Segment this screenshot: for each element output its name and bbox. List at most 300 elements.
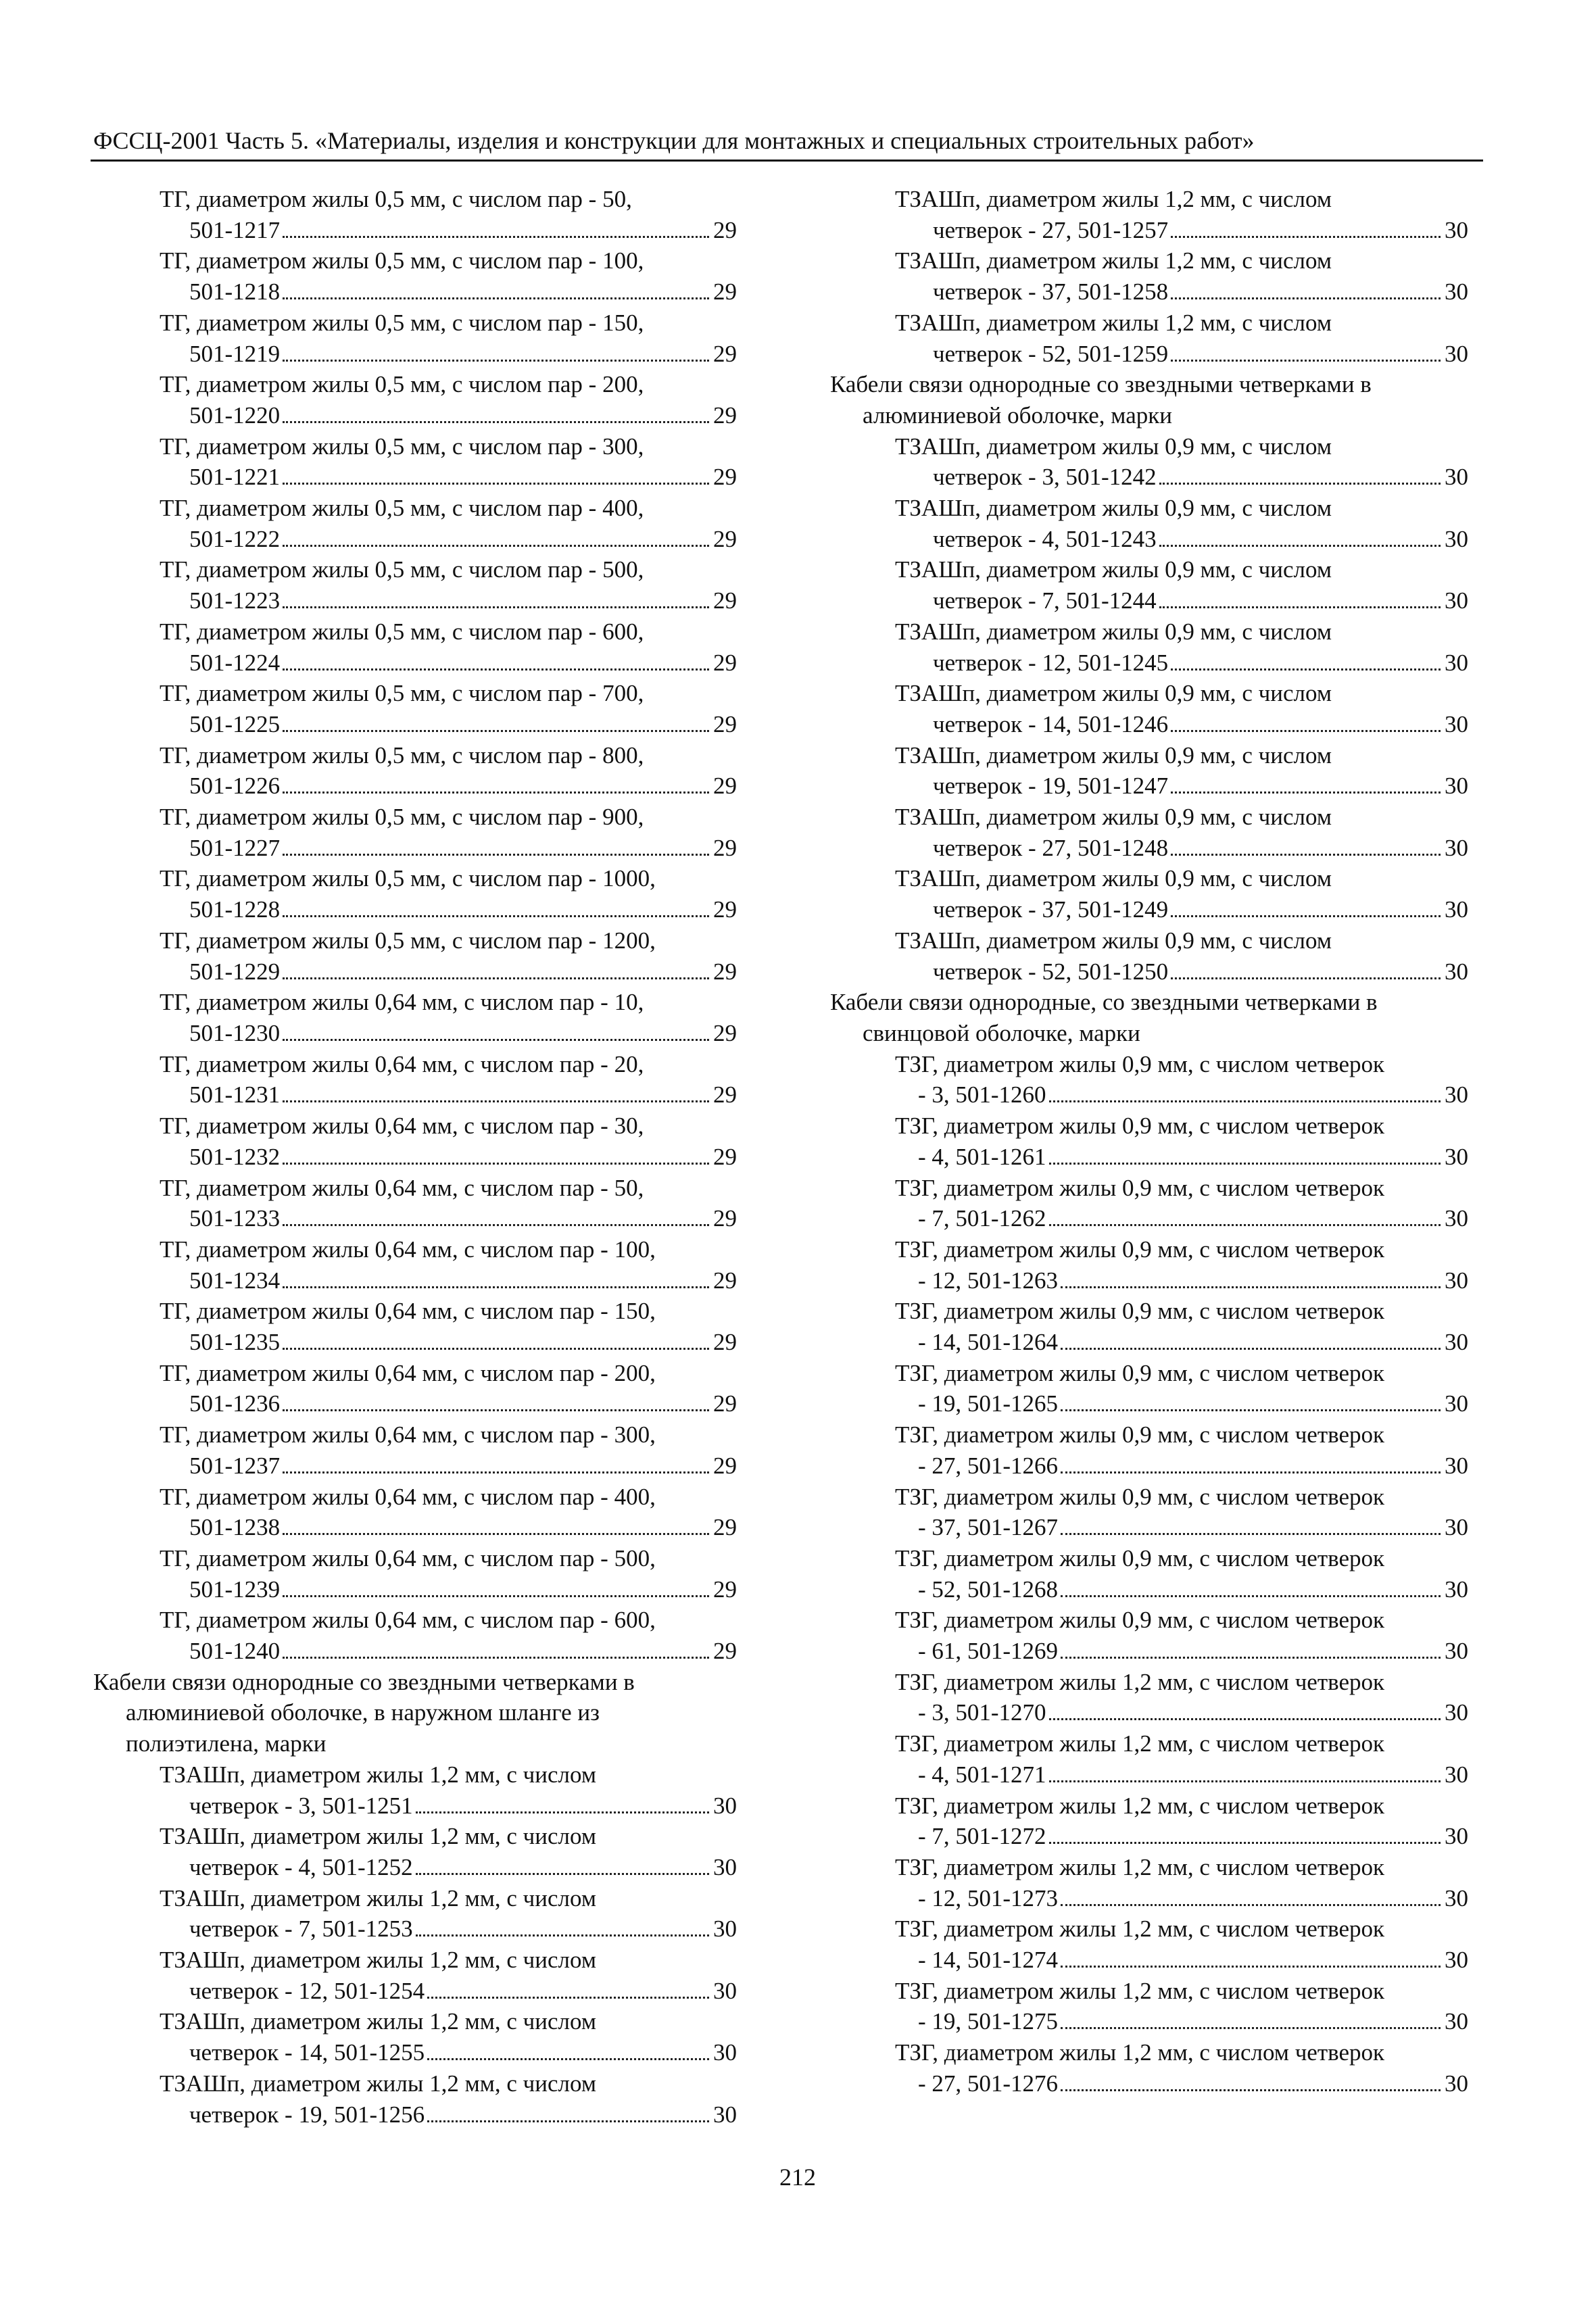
dot-leader [283,730,709,732]
entry-title: ТГ, диаметром жилы 0,64 мм, с числом пар - 30, [160,1113,644,1140]
index-entry [93,678,742,739]
entry-code-row [918,1327,1468,1358]
entry-code-row [918,1451,1468,1482]
entry-title: ТЗГ, диаметром жилы 1,2 мм, с числом четверок [895,1792,1384,1819]
entry-code-row [933,276,1468,308]
entry-code: 501-1230 [189,1019,281,1046]
entry-code-row [933,585,1468,616]
entry-page-number: 29 [713,1514,737,1541]
entry-code-row [189,215,737,246]
index-entry [93,1173,742,1234]
index-entry [93,493,742,554]
dot-leader [283,1039,709,1041]
index-entry [830,616,1479,678]
dot-leader [1061,1286,1441,1288]
dot-leader [1171,668,1441,671]
index-entry [93,184,742,245]
entry-title: ТГ, диаметром жилы 0,5 мм, с числом пар - 150, [160,309,644,336]
entry-page-number: 30 [1445,958,1468,985]
entry-code-row [933,648,1468,679]
entry-code-row [189,585,737,616]
entry-title: ТГ, диаметром жилы 0,5 мм, с числом пар - 500, [160,556,644,583]
entry-code: 501-1240 [189,1638,281,1665]
entry-page-number: 29 [713,896,737,923]
entry-title: ТЗАШп, диаметром жилы 0,9 мм, с числом [895,618,1332,645]
entry-title: ТЗАШп, диаметром жилы 1,2 мм, с числом [895,247,1332,274]
section-heading [830,987,1479,1048]
dot-leader [1171,791,1441,794]
entry-page-number: 30 [1445,1267,1468,1294]
entry-code: - 3, 501-1270 [918,1699,1046,1726]
entry-title: ТЗАШп, диаметром жилы 1,2 мм, с числом [160,2008,596,2035]
entry-code-row [189,1574,737,1605]
right-column [830,184,1479,2099]
dot-leader [283,1471,709,1473]
entry-code-row [189,956,737,988]
entry-title: ТЗГ, диаметром жилы 1,2 мм, с числом четверок [895,1977,1384,2004]
entry-code-row [189,1142,737,1173]
entry-title: ТЗГ, диаметром жилы 1,2 мм, с числом четверок [895,1668,1384,1695]
entry-title: ТГ, диаметром жилы 0,5 мм, с числом пар - 700, [160,680,644,707]
entry-page-number: 29 [713,1390,737,1417]
entry-code: четверок - 12, 501-1245 [933,649,1169,676]
index-entry [830,1482,1479,1543]
entry-title: ТЗГ, диаметром жилы 0,9 мм, с числом четверок [895,1298,1384,1325]
dot-leader [283,236,709,238]
entry-code: 501-1233 [189,1205,281,1232]
entry-code: 501-1227 [189,834,281,861]
entry-code: 501-1229 [189,958,281,985]
entry-code-row [918,1574,1468,1605]
entry-page-number: 30 [1445,1947,1468,1974]
entry-title: ТГ, диаметром жилы 0,64 мм, с числом пар - 150, [160,1298,656,1325]
section-heading-line: Кабели связи однородные со звездными четверками в [830,371,1372,398]
dot-leader [416,1934,709,1936]
dot-leader [283,1657,709,1659]
dot-leader [1061,1904,1441,1906]
index-entry [93,1111,742,1172]
entry-code: четверок - 12, 501-1254 [189,1977,425,2004]
entry-title: ТЗГ, диаметром жилы 0,9 мм, с числом четверок [895,1113,1384,1140]
entry-code-row [189,1636,737,1667]
entry-page-number: 29 [713,340,737,367]
entry-page-number: 30 [713,2101,737,2128]
entry-code: 501-1239 [189,1576,281,1603]
page-number: 212 [779,2164,816,2191]
entry-code-row [918,1203,1468,1234]
entry-title: ТГ, диаметром жилы 0,5 мм, с числом пар - 200, [160,371,644,398]
entry-code-row [189,524,737,555]
entry-code-row [189,462,737,493]
entry-code-row [189,400,737,431]
entry-page-number: 29 [713,1329,737,1356]
index-entry [830,308,1479,369]
entry-code: четверок - 14, 501-1246 [933,710,1169,737]
index-entry [93,369,742,431]
section-heading-line: алюминиевой оболочке, в наружном шланге из [126,1699,600,1726]
entry-title: ТГ, диаметром жилы 0,64 мм, с числом пар - 10, [160,989,644,1016]
entry-page-number: 30 [1445,1452,1468,1479]
index-entry [830,1543,1479,1605]
entry-code-row [918,1883,1468,1914]
entry-code-row [189,648,737,679]
entry-title: ТЗАШп, диаметром жилы 0,9 мм, с числом [895,680,1332,707]
index-entry [830,1852,1479,1914]
entry-page-number: 30 [1445,896,1468,923]
entry-code-row [189,1512,737,1543]
dot-leader [1061,1533,1441,1535]
entry-page-number: 30 [1445,1514,1468,1541]
entry-title: ТЗАШп, диаметром жилы 1,2 мм, с числом [160,1761,596,1788]
entry-code-row [918,1388,1468,1419]
entry-code: - 61, 501-1269 [918,1638,1059,1665]
section-heading-line: полиэтилена, марки [126,1730,327,1757]
index-entry [830,802,1479,863]
entry-page-number: 30 [1445,834,1468,861]
entry-code-row [918,1697,1468,1728]
entry-title: ТГ, диаметром жилы 0,64 мм, с числом пар - 50, [160,1174,644,1201]
entry-code: 501-1220 [189,401,281,429]
index-entry [93,1883,742,1945]
dot-leader [1061,1348,1441,1350]
entry-page-number: 30 [1445,1699,1468,1726]
entry-title: ТГ, диаметром жилы 0,64 мм, с числом пар - 600, [160,1607,656,1634]
entry-code-row [933,462,1468,493]
index-entry [93,802,742,863]
entry-page-number: 29 [713,401,737,429]
dot-leader [283,421,709,423]
entry-code-row [918,1265,1468,1296]
entry-page-number: 29 [713,1267,737,1294]
dot-leader [1159,545,1441,547]
entry-code: - 19, 501-1275 [918,2008,1059,2035]
index-entry [93,740,742,802]
index-entry [93,1759,742,1821]
entry-page-number: 30 [1445,1576,1468,1603]
index-entry [830,1049,1479,1111]
entry-code: четверок - 52, 501-1250 [933,958,1169,985]
dot-leader [283,483,709,485]
entry-code: 501-1234 [189,1267,281,1294]
entry-page-number: 30 [1445,1205,1468,1232]
entry-title: ТГ, диаметром жилы 0,5 мм, с числом пар - 50, [160,186,632,212]
entry-code-row [918,1821,1468,1852]
entry-page-number: 29 [713,773,737,800]
entry-page-number: 30 [1445,1390,1468,1417]
index-entry [830,863,1479,925]
entry-code-row [189,1018,737,1049]
entry-code: четверок - 19, 501-1247 [933,773,1169,800]
entry-code: 501-1226 [189,773,281,800]
dot-leader [1061,1657,1441,1659]
dot-leader [1171,297,1441,299]
dot-leader [1049,1163,1441,1165]
entry-title: ТЗГ, диаметром жилы 0,9 мм, с числом четверок [895,1483,1384,1510]
entry-code: 501-1218 [189,278,281,306]
index-entry [830,245,1479,307]
index-entry [830,554,1479,616]
entry-title: ТЗАШп, диаметром жилы 0,9 мм, с числом [895,556,1332,583]
dot-leader [1171,915,1441,917]
entry-title: ТГ, диаметром жилы 0,64 мм, с числом пар - 400, [160,1483,656,1510]
index-entry [830,1358,1479,1419]
index-entry [830,1234,1479,1296]
entry-title: ТЗГ, диаметром жилы 1,2 мм, с числом четверок [895,1916,1384,1943]
index-entry [830,184,1479,245]
entry-title: ТЗАШп, диаметром жилы 1,2 мм, с числом [895,309,1332,336]
entry-page-number: 30 [1445,1823,1468,1850]
entry-code: - 7, 501-1262 [918,1205,1046,1232]
entry-title: ТГ, диаметром жилы 0,64 мм, с числом пар - 300, [160,1421,656,1448]
entry-code: - 4, 501-1261 [918,1143,1046,1170]
entry-code: четверок - 37, 501-1258 [933,278,1169,306]
entry-code-row [189,833,737,864]
entry-code-row [933,215,1468,246]
section-heading [830,369,1479,431]
entry-page-number: 30 [713,1792,737,1819]
entry-title: ТЗАШп, диаметром жилы 0,9 мм, с числом [895,865,1332,892]
index-entry [93,1945,742,2006]
index-entry [93,431,742,493]
entry-code-row [189,2099,737,2130]
entry-code: четверок - 4, 501-1243 [933,525,1157,552]
entry-code: 501-1237 [189,1452,281,1479]
entry-page-number: 29 [713,464,737,491]
entry-code-row [918,1945,1468,1976]
entry-title: ТГ, диаметром жилы 0,5 мм, с числом пар - 100, [160,247,644,274]
index-entry [93,2006,742,2068]
entry-page-number: 30 [1445,649,1468,676]
entry-page-number: 30 [1445,1081,1468,1108]
entry-code: четверок - 14, 501-1255 [189,2039,425,2066]
entry-title: ТЗАШп, диаметром жилы 1,2 мм, с числом [160,2070,596,2097]
dot-leader [1049,1780,1441,1782]
index-entry [830,1605,1479,1666]
entry-code: - 3, 501-1260 [918,1081,1046,1108]
dot-leader [283,545,709,547]
index-entry [93,1821,742,1882]
entry-page-number: 30 [713,1977,737,2004]
entry-page-number: 29 [713,1081,737,1108]
entry-code-row [189,1914,737,1945]
entry-title: ТГ, диаметром жилы 0,64 мм, с числом пар - 200, [160,1359,656,1386]
dot-leader [283,1348,709,1350]
index-entry [93,245,742,307]
entry-title: ТЗГ, диаметром жилы 0,9 мм, с числом четверок [895,1607,1384,1634]
entry-code: - 37, 501-1267 [918,1514,1059,1541]
entry-title: ТГ, диаметром жилы 0,5 мм, с числом пар - 300, [160,433,644,460]
entry-code: четверок - 52, 501-1259 [933,340,1169,367]
index-entry [93,1543,742,1605]
entry-page-number: 30 [1445,1329,1468,1356]
entry-code: четверок - 7, 501-1253 [189,1916,413,1943]
entry-page-number: 30 [713,1916,737,1943]
section-heading-line: свинцовой оболочке, марки [863,1019,1140,1046]
entry-title: ТЗГ, диаметром жилы 0,9 мм, с числом четверок [895,1174,1384,1201]
index-entry [93,1296,742,1357]
dot-leader [283,915,709,917]
dot-leader [1049,1842,1441,1844]
entry-code-row [918,1512,1468,1543]
index-entry [830,2037,1479,2099]
dot-leader [283,360,709,362]
dot-leader [283,854,709,856]
index-entry [93,2068,742,2130]
dot-leader [283,1100,709,1102]
dot-leader [283,791,709,794]
entry-code: 501-1238 [189,1514,281,1541]
entry-title: ТЗАШп, диаметром жилы 1,2 мм, с числом [160,1823,596,1850]
entry-code: - 27, 501-1266 [918,1452,1059,1479]
entry-title: ТГ, диаметром жилы 0,64 мм, с числом пар - 500, [160,1544,656,1571]
entry-page-number: 30 [1445,2070,1468,2097]
index-entry [93,1419,742,1481]
entry-title: ТЗГ, диаметром жилы 1,2 мм, с числом четверок [895,1853,1384,1880]
dot-leader [1171,730,1441,732]
entry-title: ТГ, диаметром жилы 0,5 мм, с числом пар - 800, [160,741,644,769]
entry-code: - 4, 501-1271 [918,1761,1046,1788]
entry-page-number: 29 [713,1143,737,1170]
entry-code-row [189,339,737,370]
entry-title: ТЗГ, диаметром жилы 0,9 мм, с числом четверок [895,1236,1384,1263]
entry-title: ТЗАШп, диаметром жилы 1,2 мм, с числом [160,1884,596,1911]
dot-leader [1171,854,1441,856]
index-entry [93,863,742,925]
entry-page-number: 30 [1445,1761,1468,1788]
entry-code: четверок - 19, 501-1256 [189,2101,425,2128]
dot-leader [427,2058,709,2060]
entry-code: - 14, 501-1274 [918,1947,1059,1974]
entry-page-number: 30 [1445,525,1468,552]
index-entry [830,1667,1479,1728]
entry-code-row [189,1388,737,1419]
entry-page-number: 30 [1445,1884,1468,1911]
dot-leader [283,1595,709,1597]
index-entry [830,1914,1479,1975]
dot-leader [283,1533,709,1535]
entry-page-number: 29 [713,1452,737,1479]
entry-page-number: 29 [713,958,737,985]
entry-page-number: 30 [713,1853,737,1880]
entry-page-number: 30 [1445,1143,1468,1170]
index-entry [830,1173,1479,1234]
dot-leader [427,2120,709,2122]
index-entry [93,616,742,678]
dot-leader [1171,977,1441,979]
entry-page-number: 29 [713,1205,737,1232]
entry-code: четверок - 4, 501-1252 [189,1853,413,1880]
index-entry [93,1482,742,1543]
entry-code: 501-1236 [189,1390,281,1417]
entry-title: ТГ, диаметром жилы 0,5 мм, с числом пар - 1200, [160,927,656,954]
entry-title: ТЗГ, диаметром жилы 0,9 мм, с числом четверок [895,1050,1384,1077]
entry-title: ТГ, диаметром жилы 0,5 мм, с числом пар - 400, [160,495,644,522]
index-entry [830,925,1479,987]
entry-code-row [918,2068,1468,2099]
dot-leader [416,1873,709,1875]
entry-page-number: 30 [1445,464,1468,491]
entry-title: ТЗАШп, диаметром жилы 0,9 мм, с числом [895,741,1332,769]
entry-page-number: 29 [713,1638,737,1665]
index-entry [830,1790,1479,1852]
entry-code: - 12, 501-1263 [918,1267,1059,1294]
entry-code-row [933,339,1468,370]
entry-page-number: 30 [713,2039,737,2066]
entry-title: ТЗАШп, диаметром жилы 1,2 мм, с числом [895,186,1332,212]
entry-code: 501-1219 [189,340,281,367]
index-entry [830,431,1479,493]
section-heading [93,1667,742,1759]
index-entry [93,554,742,616]
entry-code: - 52, 501-1268 [918,1576,1059,1603]
index-entry [830,1419,1479,1481]
dot-leader [1159,483,1441,485]
entry-page-number: 29 [713,834,737,861]
index-entry [830,493,1479,554]
entry-title: ТЗГ, диаметром жилы 1,2 мм, с числом четверок [895,2039,1384,2066]
entry-code-row [189,1265,737,1296]
entry-page-number: 29 [713,525,737,552]
dot-leader [283,297,709,299]
entry-title: ТЗАШп, диаметром жилы 0,9 мм, с числом [895,927,1332,954]
dot-leader [1061,2027,1441,2029]
entry-code: 501-1224 [189,649,281,676]
dot-leader [1061,1409,1441,1411]
header-rule [91,160,1483,162]
entry-code: - 12, 501-1273 [918,1884,1059,1911]
entry-code: - 19, 501-1265 [918,1390,1059,1417]
dot-leader [283,1286,709,1288]
index-entry [93,987,742,1048]
index-entry [830,1976,1479,2037]
entry-code-row [189,1327,737,1358]
index-entry [830,1111,1479,1172]
entry-code: 501-1231 [189,1081,281,1108]
entry-code-row [918,1142,1468,1173]
dot-leader [1061,1966,1441,1968]
dot-leader [1159,606,1441,608]
entry-title: ТЗГ, диаметром жилы 0,9 мм, с числом четверок [895,1544,1384,1571]
entry-page-number: 30 [1445,587,1468,614]
index-entry [830,1728,1479,1790]
entry-code-row [189,1790,737,1822]
dot-leader [416,1811,709,1813]
entry-code: 501-1228 [189,896,281,923]
entry-title: ТЗАШп, диаметром жилы 1,2 мм, с числом [160,1947,596,1974]
entry-page-number: 29 [713,216,737,243]
index-entry [830,740,1479,802]
entry-code-row [189,1079,737,1111]
left-column [93,184,742,2130]
entry-code: четверок - 37, 501-1249 [933,896,1169,923]
dot-leader [283,1163,709,1165]
section-heading-line: Кабели связи однородные со звездными четверками в [93,1668,635,1695]
entry-code: 501-1222 [189,525,281,552]
entry-code-row [933,956,1468,988]
dot-leader [427,1997,709,1999]
entry-code-row [189,1852,737,1883]
dot-leader [283,977,709,979]
entry-title: ТГ, диаметром жилы 0,5 мм, с числом пар - 900, [160,804,644,831]
entry-title: ТЗАШп, диаметром жилы 0,9 мм, с числом [895,495,1332,522]
dot-leader [283,606,709,608]
index-entry [830,678,1479,739]
dot-leader [283,1409,709,1411]
dot-leader [1061,1595,1441,1597]
entry-page-number: 30 [1445,1638,1468,1665]
dot-leader [1171,236,1441,238]
entry-code-row [933,771,1468,802]
